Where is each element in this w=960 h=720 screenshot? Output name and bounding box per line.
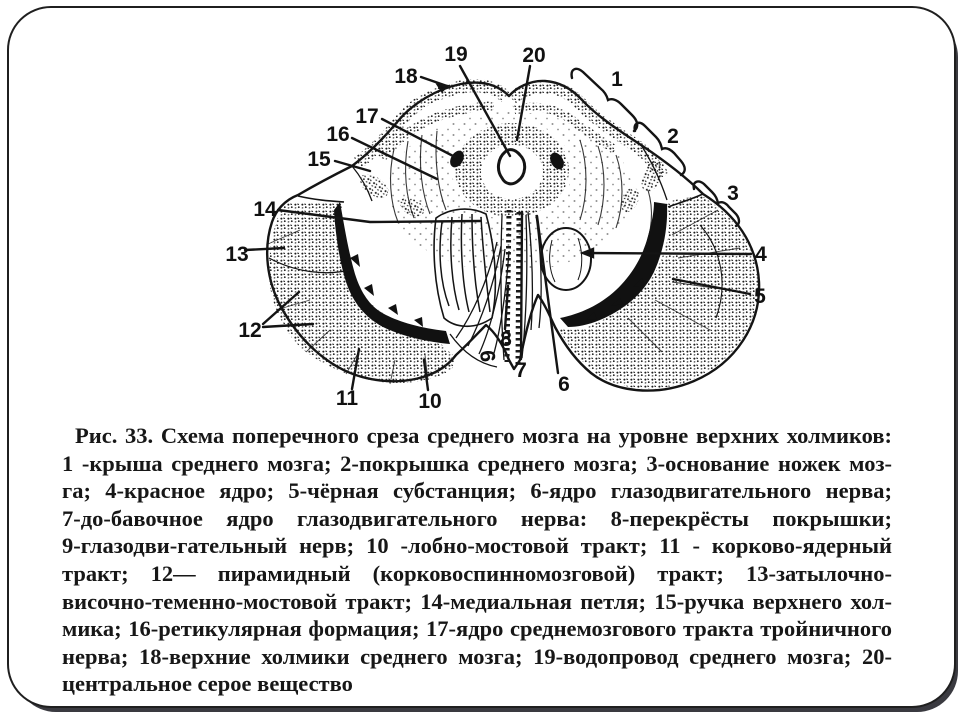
caption-line: мика; 16-ретикулярная формация; 17-ядро среднемозгового тракта тройничного xyxy=(62,616,892,642)
figure-label-2: 2 xyxy=(667,125,679,148)
figure-label-1: 1 xyxy=(611,68,623,91)
figure-label-17: 17 xyxy=(355,105,379,128)
figure-label-10: 10 xyxy=(418,390,442,413)
figure-label-16: 16 xyxy=(326,123,350,146)
figure-label-7: 7 xyxy=(515,359,527,382)
figure-label-12: 12 xyxy=(238,319,262,342)
figure-label-13: 13 xyxy=(225,243,249,266)
figure-label-15: 15 xyxy=(307,148,331,171)
figure-label-6: 6 xyxy=(558,373,570,396)
figure-label-18: 18 xyxy=(394,65,418,88)
caption-line: нерва; 18-верхние холмики среднего мозга; 19-водопровод среднего мозга; 20- xyxy=(62,643,892,669)
caption-line: 9-глазодви-гательный нерв; 10 -лобно-мостовой тракт; 11 - корково-ядерный xyxy=(62,533,892,559)
figure-label-3: 3 xyxy=(727,182,739,205)
caption-line: га; 4-красное ядро; 5-чёрная субстанция; 6-ядро глазодвигательного нерва; xyxy=(62,478,892,504)
caption-line: центральное серое вещество xyxy=(62,671,353,697)
figure-label-4: 4 xyxy=(755,243,767,266)
figure-caption xyxy=(62,422,892,698)
figure-label-20: 20 xyxy=(522,44,546,67)
figure-label-19: 19 xyxy=(444,43,468,66)
caption-line: височно-теменно-мостовой тракт; 14-медиальная петля; 15-ручка верхнего хол- xyxy=(62,588,892,614)
figure-label-8: 8 xyxy=(500,328,512,351)
figure-label-9: 9 xyxy=(476,349,501,363)
figure-label-11: 11 xyxy=(335,387,359,410)
caption-line: Рис. 33. Схема поперечного среза среднего мозга на уровне верхних холмиков: xyxy=(75,423,892,448)
caption-line: 7-до-бавочное ядро глазодвигательного нерва: 8-перекрёсты покрышки; xyxy=(62,505,892,531)
caption-line: тракт; 12— пирамидный (корковоспинномозговой) тракт; 13-затылочно- xyxy=(62,560,892,586)
figure-label-5: 5 xyxy=(754,285,766,308)
caption-line: 1 -крыша среднего мозга; 2-покрышка среднего мозга; 3-основание ножек моз- xyxy=(62,450,892,476)
figure-label-14: 14 xyxy=(253,198,277,221)
